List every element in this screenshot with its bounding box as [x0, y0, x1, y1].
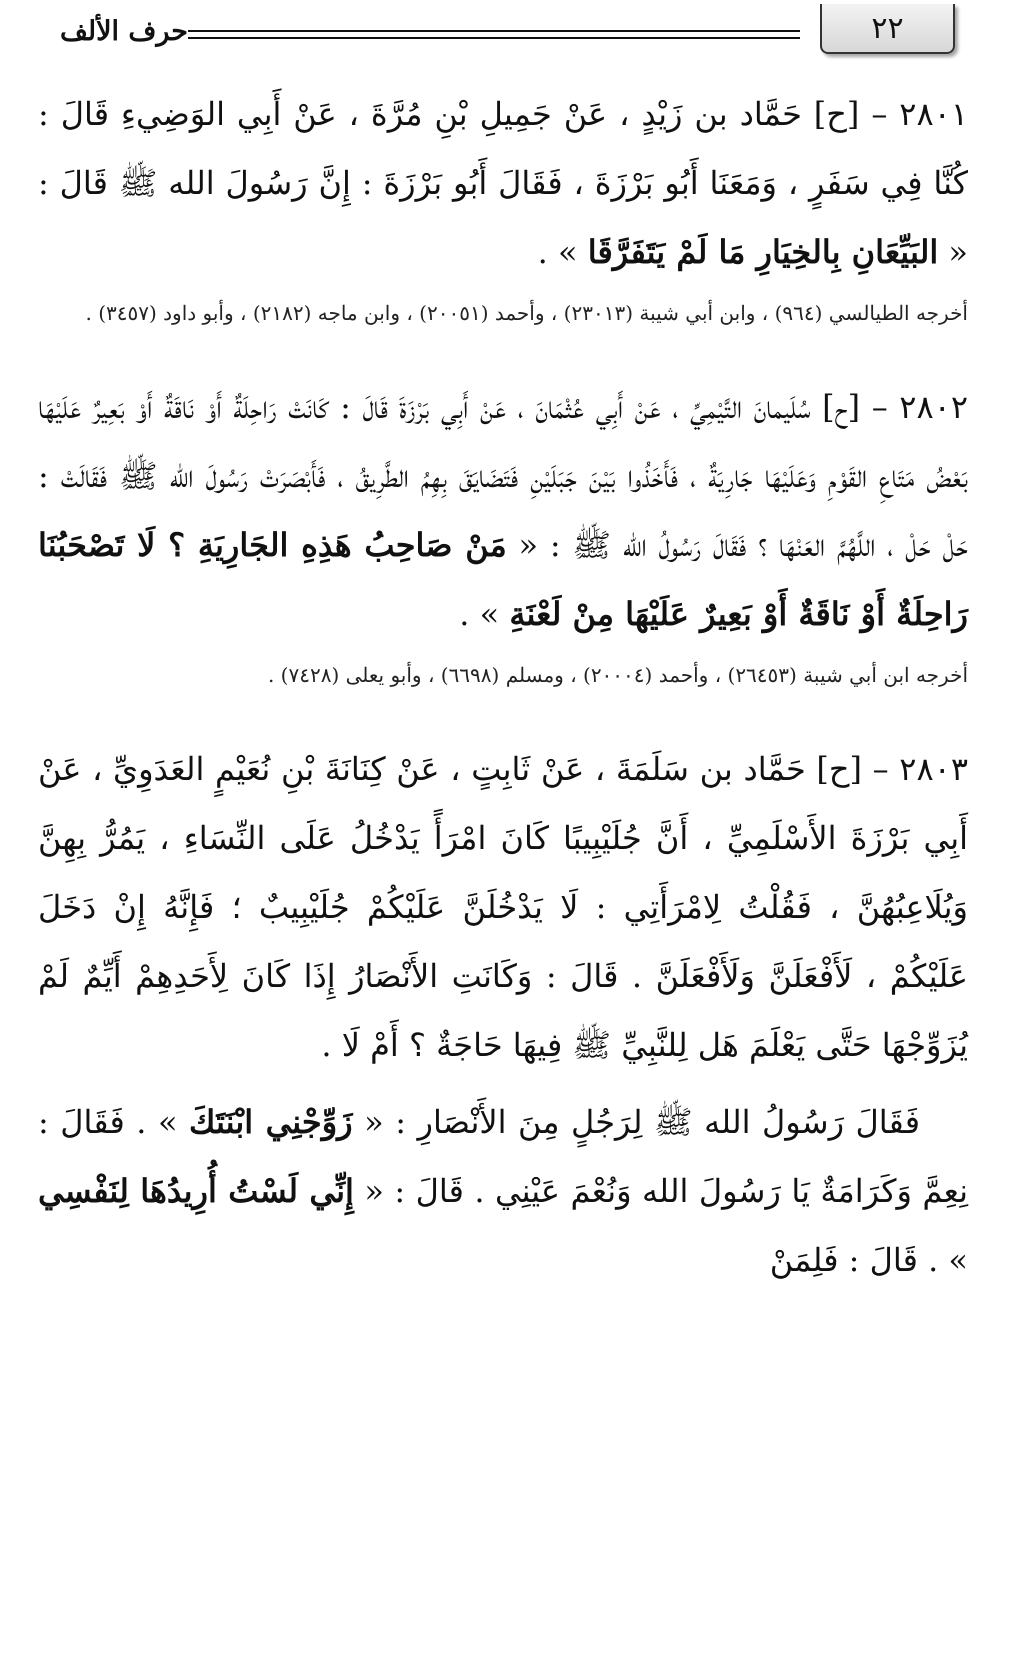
header-rule — [188, 30, 800, 39]
section-title: حرف الألف — [59, 16, 188, 47]
takhrij-note: أخرجه الطيالسي (٩٦٤) ، وابن أبي شيبة (٢٣٠١٣) ، وأحمد (٢٠٠٥١) ، وابن ماجه (٢١٨٢) ، وأبو داود (٣٤٥٧) . — [85, 301, 968, 325]
hadith-text-end: » . — [459, 595, 500, 633]
spacer — [38, 1080, 968, 1088]
prophetic-quote: زَوِّجْنِي ابْنَتَكَ — [189, 1103, 353, 1141]
hadith-2803 — [38, 735, 968, 1080]
page-number: ٢٢ — [820, 4, 955, 54]
prophetic-quote: إِنِّي لَسْتُ أُرِيدُهَا لِنَفْسِي — [38, 1172, 354, 1210]
hadith-2802 — [38, 373, 968, 649]
continuation-text: » . فَقَالَ : نِعِمَّ وَكَرَامَةٌ يَا رَسُولَ الله وَنُعْمَ عَيْنِي . قَالَ : « — [38, 1103, 969, 1210]
prophetic-quote: مَنْ صَاحِبُ هَذِهِ الجَارِيَةِ ؟ لَا تَصْحَبُنَا رَاحِلَةٌ أَوْ نَاقَةٌ أَوْ بَعِيرٌ عَلَيْهَا مِنْ لَعْنَةِ — [38, 526, 968, 633]
spacer — [38, 333, 968, 373]
hadith-number: ٢٨٠١ – — [871, 95, 968, 133]
continuation-text: » . قَالَ : فَلِمَنْ — [769, 1241, 968, 1279]
hadith-2803-continuation — [38, 1088, 968, 1295]
page-content — [38, 80, 968, 1295]
hadith-number: ٢٨٠٢ – — [871, 388, 969, 426]
continuation-text: فَقَالَ رَسُولُ الله ﷺ لِرَجُلٍ مِنَ الأَنْصَارِ : « — [364, 1103, 921, 1141]
takhrij-note: أخرجه ابن أبي شيبة (٢٦٤٥٣) ، وأحمد (٢٠٠٠٤) ، ومسلم (٦٦٩٨) ، وأبو يعلى (٧٤٢٨) . — [267, 663, 968, 687]
hadith-2801 — [38, 80, 968, 287]
spacer — [38, 695, 968, 735]
hadith-text: [ح] سُلَيمانَ التَّيْمِيِّ ، عَنْ أَبِي عُثْمَانَ ، عَنْ أَبِي بَرْزَةَ قَالَ : كَانَتْ رَاحِلَةٌ أَوْ نَاقَةٌ أَوْ بَعِيرٌ عَلَيْهَا بَعْضُ مَتَاعِ القَوْمِ وَعَلَيْهَا جَارِيَةٌ ، فَأَخَذُوا بَيْنَ جَبَلَيْنِ فَتَضَايَقَ بِهِمُ الطَّرِيقُ ، فَأَبْصَرَتْ رَسُولَ الله ﷺ فَقَالَتْ : حَلْ حَلْ ، اللَّهُمَّ العَنْهَا ؟ فَقَالَ رَسُولُ الله ﷺ : « — [38, 388, 969, 564]
hadith-text-end: » . — [537, 233, 578, 271]
hadith-text: [ح] حَمَّاد بن سَلَمَةَ ، عَنْ ثَابِتٍ ، عَنْ كِنَانَةَ بْنِ نُعَيْمٍ العَدَوِيِّ ، عَنْ أَبِي بَرْزَةَ الأَسْلَمِيِّ ، أَنَّ جُلَيْبِيبًا كَانَ امْرَأً يَدْخُلُ عَلَى النِّسَاءِ ، يَمُرُّ بِهِنَّ وَيُلَاعِبُهُنَّ ، فَقُلْتُ لِامْرَأَتِي : لَا يَدْخُلَنَّ عَلَيْكُمْ جُلَيْبِيبٌ ؛ فَإِنَّهُ إِنْ دَخَلَ عَلَيْكُمْ ، لَأَفْعَلَنَّ وَلَأَفْعَلَنَّ . قَالَ : وَكَانَتِ الأَنْصَارُ إِذَا كَانَ لِأَحَدِهِمْ أَيِّمٌ لَمْ يُزَوِّجْهَا حَتَّى يَعْلَمَ هَل لِلنَّبِيِّ ﷺ فِيهَا حَاجَةٌ ؟ أَمْ لَا . — [38, 750, 969, 1064]
hadith-number: ٢٨٠٣ – — [872, 750, 969, 788]
hadith-text: [ح] حَمَّاد بن زَيْدٍ ، عَنْ جَمِيلِ بْنِ مُرَّةَ ، عَنْ أَبِي الوَضِيءِ قَالَ : كُنَّا فِي سَفَرٍ ، وَمَعَنَا أَبُو بَرْزَةَ ، فَقَالَ أَبُو بَرْزَةَ : إِنَّ رَسُولَ الله ﷺ قَالَ : « — [38, 95, 969, 271]
page-header — [0, 0, 1010, 70]
prophetic-quote: البَيِّعَانِ بِالخِيَارِ مَا لَمْ يَتَفَرَّقَا — [587, 233, 939, 271]
